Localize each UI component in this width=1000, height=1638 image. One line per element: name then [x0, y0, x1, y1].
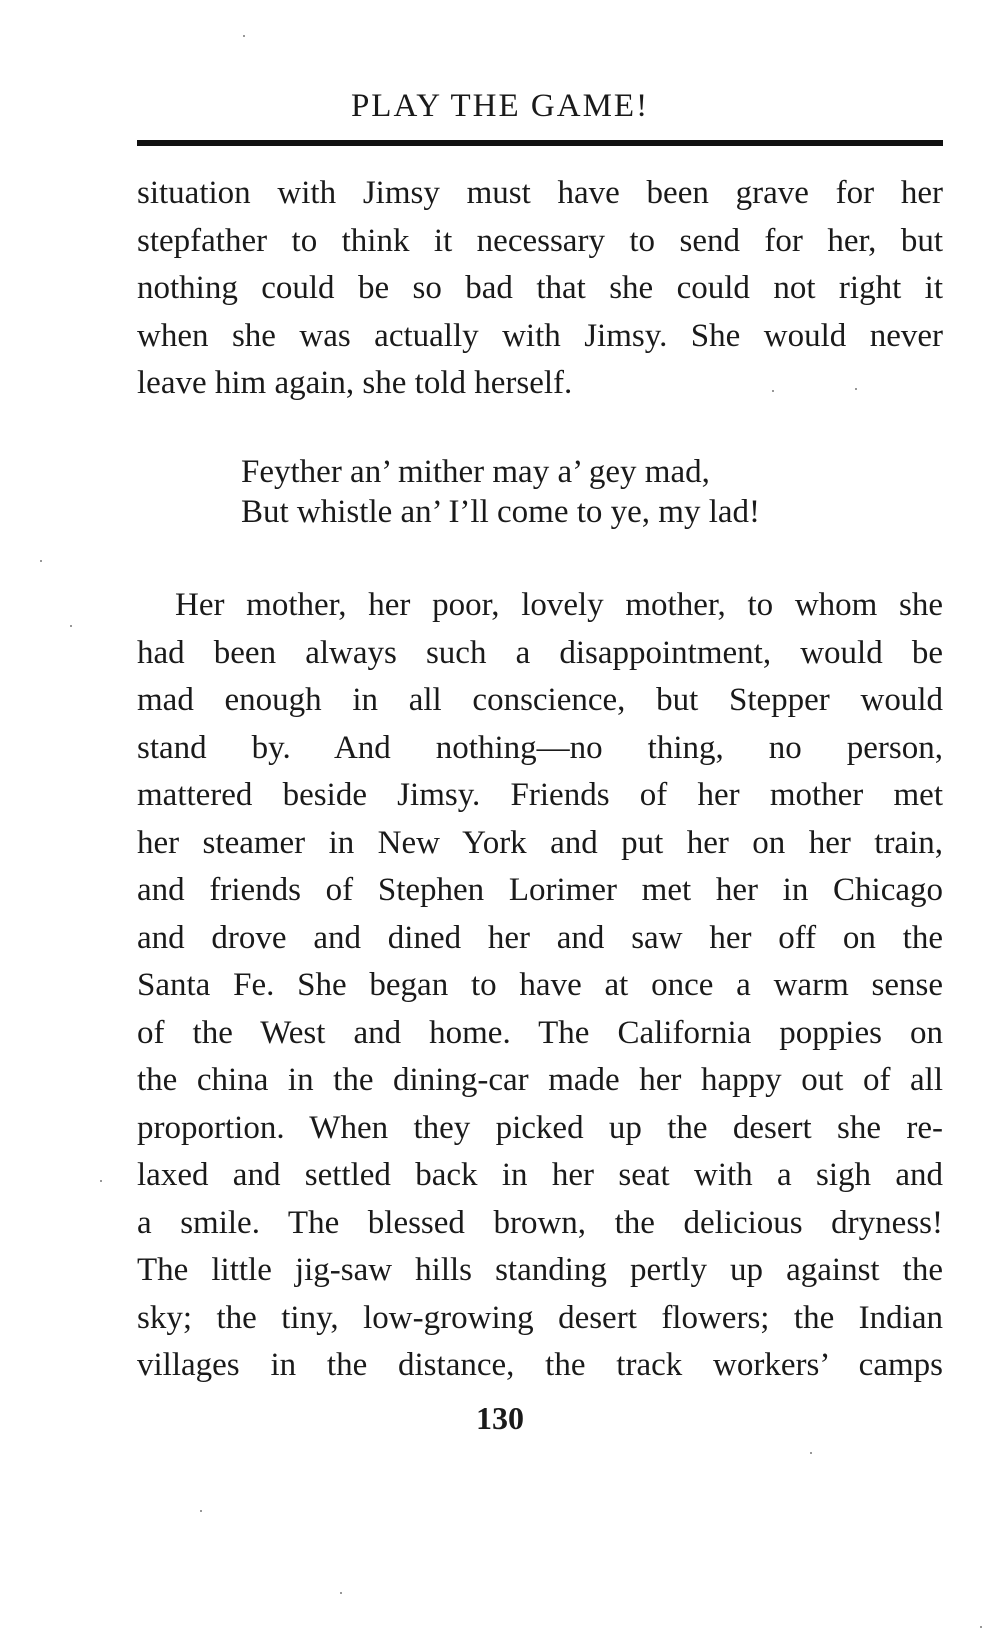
text-line: a smile. The blessed brown, the delicious dryness! [137, 1204, 943, 1241]
text-line: situation with Jimsy must have been grave for her [137, 175, 943, 211]
scan-speck [980, 1626, 982, 1628]
scan-speck [810, 1452, 812, 1454]
text-line: and friends of Stephen Lorimer met her in Chicago [137, 872, 943, 908]
text-line: and drove and dined her and saw her off on the [137, 919, 943, 956]
text-line: nothing could be so bad that she could not right it [137, 270, 943, 306]
text-line: laxed and settled back in her seat with a sigh and [137, 1157, 943, 1193]
text-line: stepfather to think it necessary to send for her, but [137, 222, 943, 259]
text-line: stand by. And nothing—no thing, no person, [137, 729, 943, 766]
text-line: mad enough in all conscience, but Stepper would [137, 682, 943, 718]
text-line: the china in the dining-car made her happy out of all [137, 1062, 943, 1098]
running-head-title: PLAY THE GAME! [350, 88, 650, 124]
verse-line: But whistle an’ I’ll come to ye, my lad! [241, 494, 761, 530]
paragraph-continued [137, 170, 943, 408]
text-line: leave him again, she told herself. [137, 365, 573, 401]
scan-speck [40, 560, 42, 562]
text-line: proportion. When they picked up the desert she re- [137, 1109, 943, 1146]
text-line: Her mother, her poor, lovely mother, to whom she [175, 587, 943, 623]
text-line: sky; the tiny, low-growing desert flowers; the Indian [137, 1299, 943, 1336]
text-line: had been always such a disappointment, would be [137, 634, 943, 671]
text-line: Santa Fe. She began to have at once a warm sense [137, 967, 943, 1003]
header-rule [137, 140, 943, 146]
text-line: mattered beside Jimsy. Friends of her mother met [137, 777, 943, 813]
text-line: when she was actually with Jimsy. She would never [137, 317, 943, 354]
text-line: villages in the distance, the track workers’ camps [137, 1347, 943, 1383]
text-line: her steamer in New York and put her on her train, [137, 824, 943, 861]
paragraph-main [137, 582, 943, 1390]
verse-quotation [241, 452, 760, 532]
scan-speck [340, 1592, 342, 1594]
scan-speck [200, 1510, 202, 1512]
scan-speck [855, 388, 857, 390]
scan-speck [100, 1180, 102, 1182]
scan-speck [772, 390, 774, 392]
verse-line: Feyther an’ mither may a’ gey mad, [241, 454, 710, 490]
text-line: of the West and home. The California poppies on [137, 1014, 943, 1051]
scan-speck [243, 35, 245, 37]
scan-speck [70, 625, 72, 627]
page-number: 130 [476, 1400, 524, 1436]
text-line: The little jig-saw hills standing pertly up against the [137, 1252, 943, 1288]
